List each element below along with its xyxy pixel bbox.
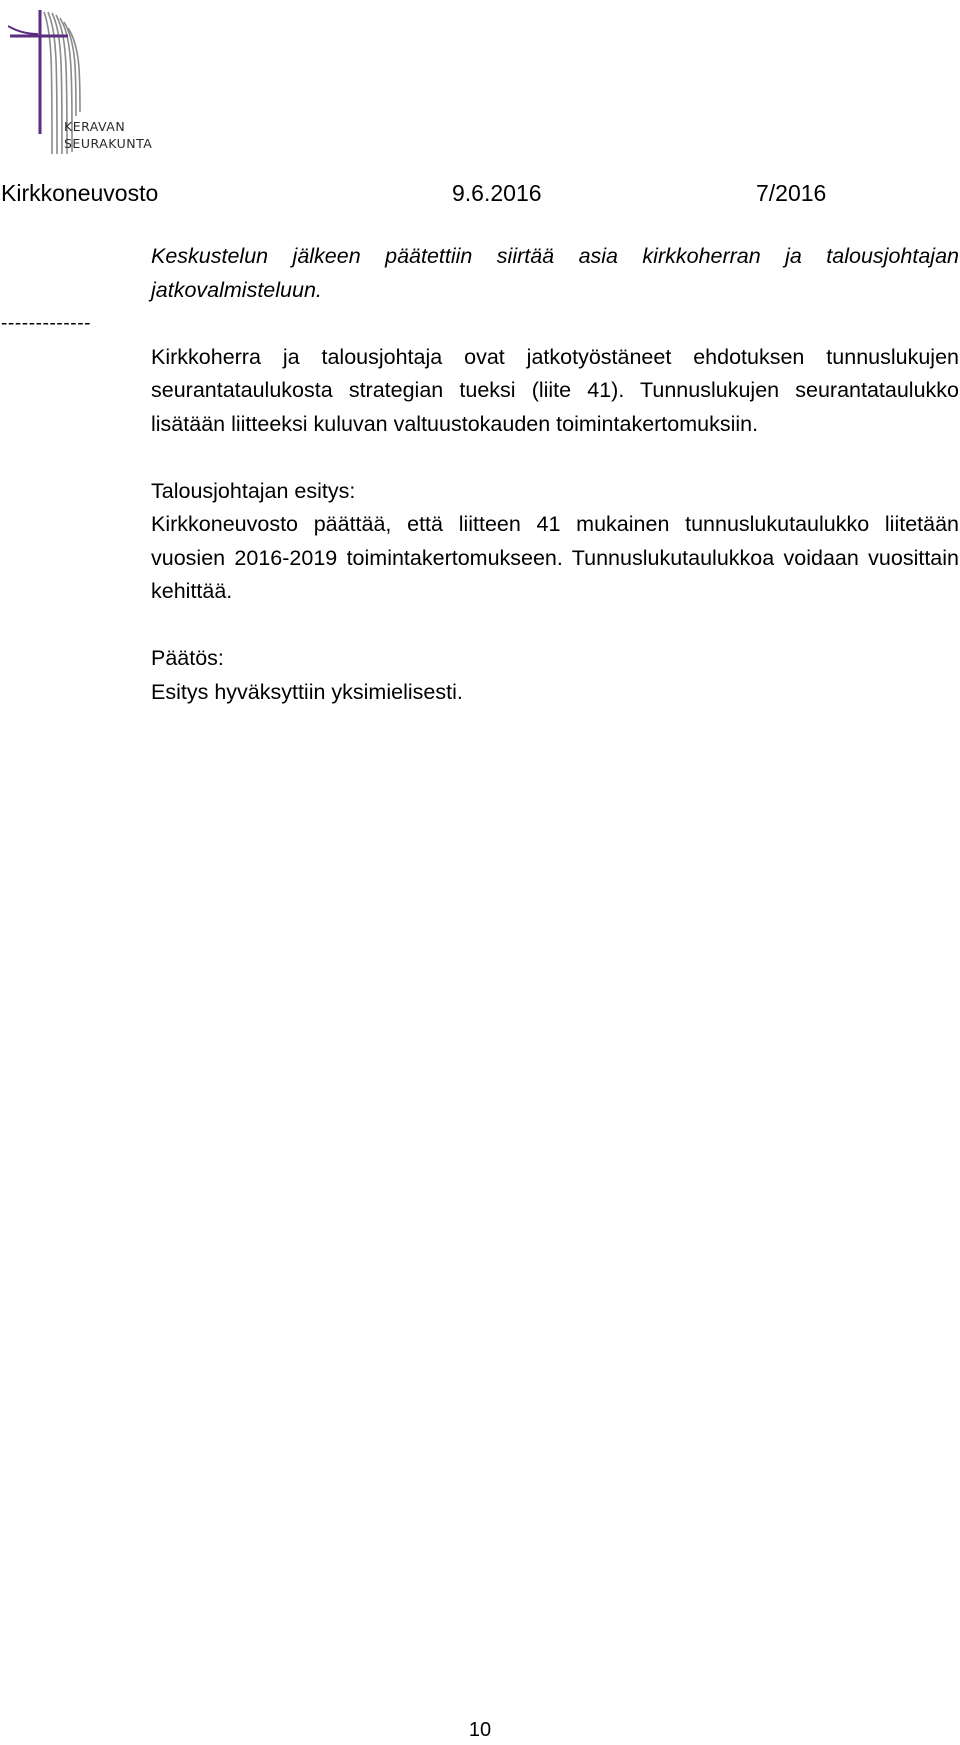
section-separator: -------------	[1, 313, 92, 334]
decision-label: Päätös:	[151, 646, 224, 670]
header-title: Kirkkoneuvosto	[1, 180, 159, 206]
preparation-paragraph: Kirkkoherra ja talousjohtaja ovat jatkotyöstäneet ehdotuksen tunnuslukujen seurantataulukosta strategian tueksi (liite 41). Tunnuslukujen seurantataulukko lisätään liitteeksi kuluvan valtuustokauden toimintakertomuksiin.	[151, 344, 959, 436]
header-meeting-number: 7/2016	[756, 180, 827, 206]
page-number: 10	[468, 1719, 492, 1741]
logo-text-line1: KERAVAN	[64, 119, 126, 134]
document-body	[151, 240, 959, 709]
proposal-label: Talousjohtajan esitys:	[151, 478, 356, 503]
decision-paragraph: Esitys hyväksyttiin yksimielisesti.	[151, 679, 463, 704]
document-header	[0, 178, 960, 208]
logo-text-line2: SEURAKUNTA	[64, 136, 153, 151]
discussion-paragraph: Keskustelun jälkeen päätettiin siirtää asia kirkkoherran ja talousjohtajan jatkovalmisteluun.	[151, 244, 959, 302]
keravan-seurakunta-logo	[8, 4, 168, 166]
header-date: 9.6.2016	[452, 180, 542, 206]
proposal-paragraph: Kirkkoneuvosto päättää, että liitteen 41 mukainen tunnuslukutaulukko liitetään vuosien 2016-2019 toimintakertomukseen. Tunnuslukutaulukkoa voidaan vuosittain kehittää.	[151, 512, 959, 603]
